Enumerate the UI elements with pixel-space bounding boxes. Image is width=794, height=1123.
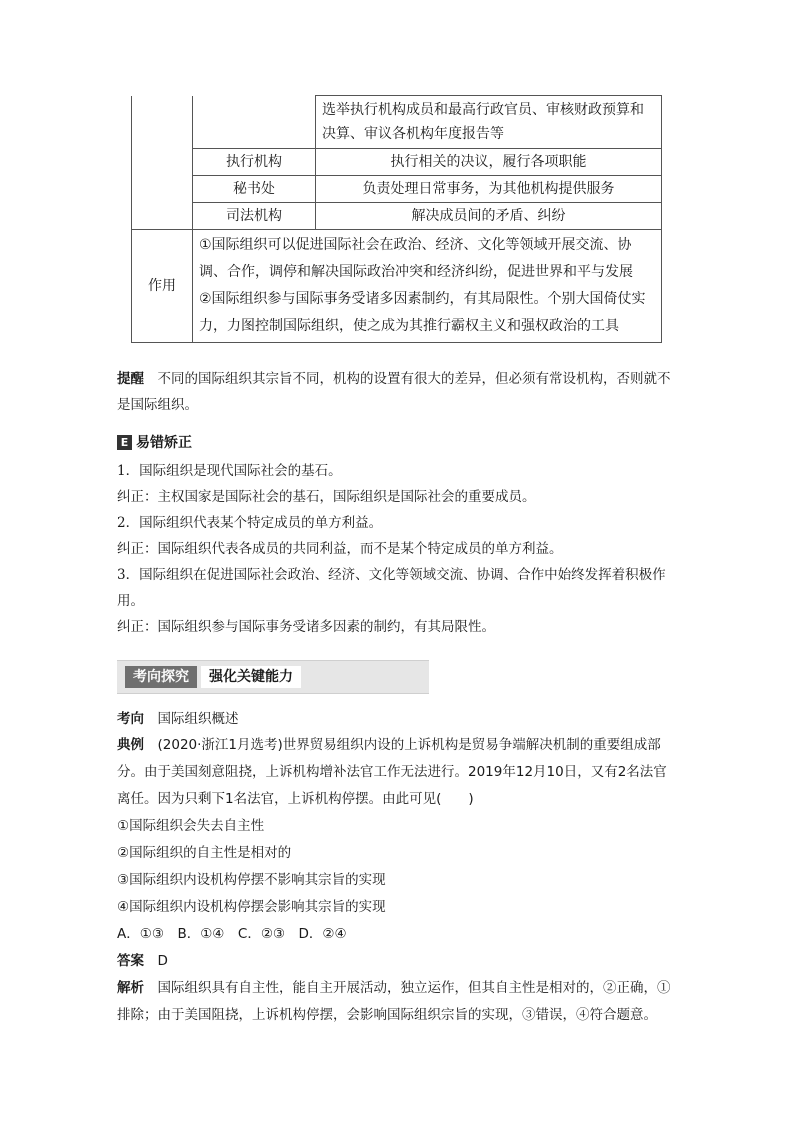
error-question: 1．国际组织是现代国际社会的基石。: [117, 463, 342, 479]
table-cell-empty: [132, 96, 193, 230]
table-row: [132, 230, 662, 343]
error-correction: 纠正：国际组织代表各成员的共同利益，而不是某个特定成员的单方利益。: [117, 541, 563, 557]
table-cell-role-label: 作用: [132, 230, 193, 343]
error-question: 3．国际组织在促进国际社会政治、经济、文化等领域交流、协调、合作中始终发挥着积极作用。: [117, 567, 666, 609]
analysis-text: 国际组织具有自主性，能自主开展活动，独立运作，但其自主性是相对的，②正确，①排除；由于美国阻挠，上诉机构停摆，会影响国际组织宗旨的实现，③错误，④符合题意。: [117, 980, 671, 1023]
table-cell-organ-desc: 解决成员间的矛盾、纠纷: [316, 203, 662, 230]
banner-title: 考向探究: [125, 666, 197, 688]
answer-line: [117, 948, 677, 975]
analysis-label: 解析: [117, 980, 144, 996]
table-cell-role-text: [193, 230, 662, 343]
example-text: (2020·浙江1月选考)世界贸易组织内设的上诉机构是贸易争端解决机制的重要组成部分。由于美国刻意阻挠，上诉机构增补法官工作无法进行。2019年12月10日，又有2名法官离任。因为只剩下1名法官，上诉机构停摆。由此可见( ): [117, 737, 667, 807]
banner-subtitle: 强化关键能力: [201, 666, 301, 688]
topic-label: 考向: [117, 711, 144, 727]
option-item: ④国际组织内设机构停摆会影响其宗旨的实现: [117, 899, 386, 915]
answer-value: D: [157, 953, 168, 969]
table-row: [132, 203, 662, 230]
example-paragraph: [117, 732, 677, 813]
table-cell-continued: 选举执行机构成员和最高行政官员、审核财政预算和决算、审议各机构年度报告等: [316, 96, 662, 149]
role-point-1: ①国际组织可以促进国际社会在政治、经济、文化等领域开展交流、协调、合作，调停和解决国际政治冲突和经济纠纷，促进世界和平与发展: [199, 237, 633, 280]
table-cell-organ-name: 执行机构: [193, 149, 316, 176]
error-correction: 纠正：主权国家是国际社会的基石，国际组织是国际社会的重要成员。: [117, 489, 536, 505]
answer-choices: A．①③ B．①④ C．②③ D．②④: [117, 926, 347, 942]
table-cell-organ-desc: 负责处理日常事务，为其他机构提供服务: [316, 176, 662, 203]
topic-text: 国际组织概述: [157, 711, 239, 727]
tip-text: 不同的国际组织其宗旨不同，机构的设置有很大的差异，但必须有常设机构，否则就不是国际组织。: [117, 371, 671, 413]
option-item: ①国际组织会失去自主性: [117, 818, 265, 834]
table-row: [132, 96, 662, 149]
section-title: 易错矫正: [136, 435, 192, 451]
error-correction: 纠正：国际组织参与国际事务受诸多因素的制约，有其局限性。: [117, 619, 495, 635]
table-cell-organ-name: 司法机构: [193, 203, 316, 230]
analysis-paragraph: [117, 975, 677, 1029]
error-section-heading: [117, 432, 192, 452]
question-block: [117, 706, 677, 1029]
option-item: ③国际组织内设机构停摆不影响其宗旨的实现: [117, 872, 386, 888]
role-point-2: ②国际组织参与国际事务受诸多因素制约，有其局限性。个别大国倚仗实力，力图控制国际组织，使之成为其推行霸权主义和强权政治的工具: [199, 291, 646, 334]
answer-label: 答案: [117, 953, 144, 969]
table-cell-organ-name: 秘书处: [193, 176, 316, 203]
table-row: [132, 149, 662, 176]
table-cell-empty: [193, 96, 316, 149]
tip-label: 提醒: [117, 371, 144, 387]
error-question: 2．国际组织代表某个特定成员的单方利益。: [117, 515, 383, 531]
table-row: [132, 176, 662, 203]
error-list: [117, 458, 677, 640]
section-e-icon: E: [117, 435, 132, 450]
example-label: 典例: [117, 737, 144, 753]
option-item: ②国际组织的自主性是相对的: [117, 845, 292, 861]
org-structure-table: [131, 95, 662, 343]
table-cell-organ-desc: 执行相关的决议，履行各项职能: [316, 149, 662, 176]
section-banner: [117, 660, 429, 694]
topic-line: [117, 706, 677, 732]
tip-paragraph: [117, 366, 677, 418]
